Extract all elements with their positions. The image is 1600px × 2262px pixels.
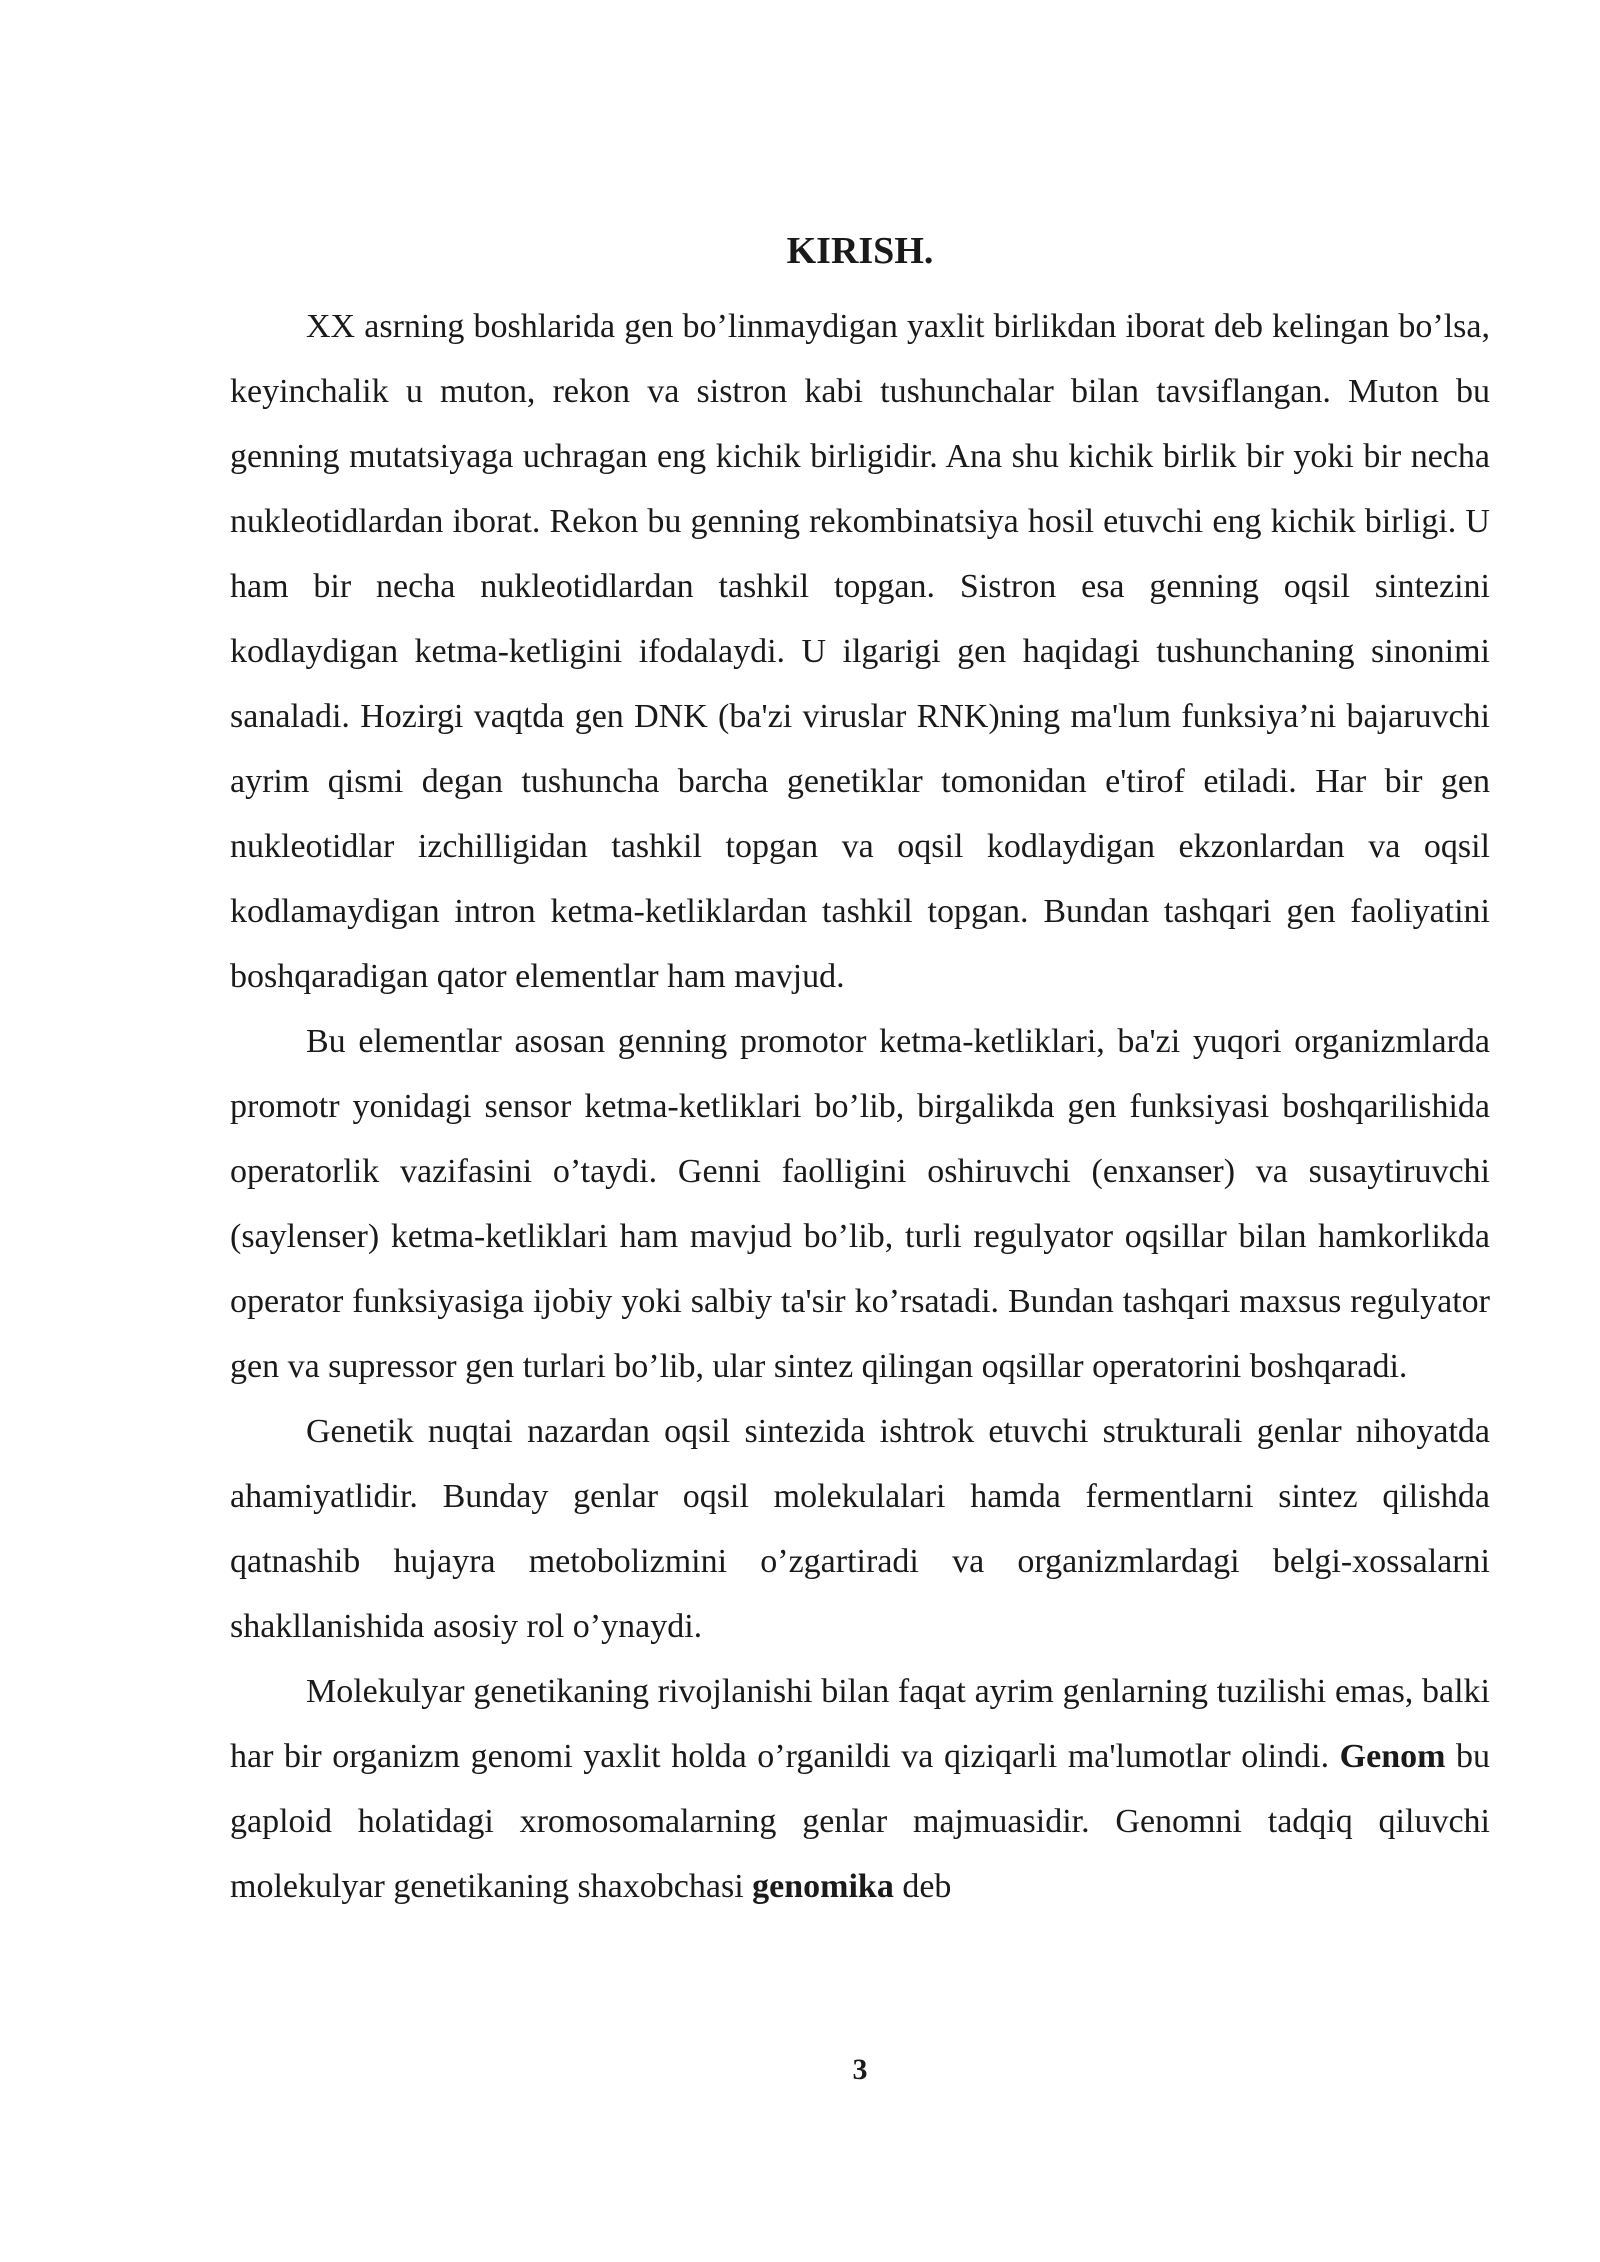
paragraph-2: Bu elementlar asosan genning promotor ketma-ketliklari, ba'zi yuqori organizmlarda promotr yonidagi sensor ketma-ketliklari bo’lib, birgalikda gen funksiyasi boshqarilishida operatorlik vazifasini o’taydi. Genni faolligini oshiruvchi (enxanser) va susaytiruvchi (saylenser) ketma-ketliklari ham mavjud bo’lib, turli regulyator oqsillar bilan hamkorlikda operator funksiyasiga ijobiy yoki salbiy ta'sir ko’rsatadi. Bundan tashqari maxsus regulyator gen va supressor gen turlari bo’lib, ular sintez qilingan oqsillar operatorini boshqaradi. (230, 1023, 1490, 1385)
section-heading: KIRISH. (786, 230, 934, 272)
paragraph-4-part-3: deb (893, 1868, 952, 1905)
paragraph-3: Genetik nuqtai nazardan oqsil sintezida ishtrok etuvchi strukturali genlar nihoyatda ahamiyatlidir. Bunday genlar oqsil molekulalari hamda fermentlarni sintez qilishda qatnashib hujayra metobolizmini o’zgartiradi va organizmlardagi belgi-xossalarni shakllanishida asosiy rol o’ynaydi. (230, 1413, 1490, 1645)
term-genom: Genom (1339, 1738, 1446, 1775)
term-genomika: genomika (752, 1868, 894, 1905)
paragraph-1: XX asrning boshlarida gen bo’linmaydigan yaxlit birlikdan iborat deb kelingan bo’lsa, keyinchalik u muton, rekon va sistron kabi tushunchalar bilan tavsiflangan. Muton bu genning mutatsiyaga uchragan eng kichik birligidir. Ana shu kichik birlik bir yoki bir necha nukleotidlardan iborat. Rekon bu genning rekombinatsiya hosil etuvchi eng kichik birligi. U ham bir necha nukleotidlardan tashkil topgan. Sistron esa genning oqsil sintezini kodlaydigan ketma-ketligini ifodalaydi. U ilgarigi gen haqidagi tushunchaning sinonimi sanaladi. Hozirgi vaqtda gen DNK (ba'zi viruslar RNK)ning ma'lum funksiya’ni bajaruvchi ayrim qismi degan tushuncha barcha genetiklar tomonidan e'tirof etiladi. Har bir gen nukleotidlar izchilligidan tashkil topgan va oqsil kodlaydigan ekzonlardan va oqsil kodlamaydigan intron ketma-ketliklardan tashkil topgan. Bundan tashqari gen faoliyatini boshqaradigan qator elementlar ham mavjud. (230, 308, 1490, 995)
paragraph-4-part-1: Molekulyar genetikaning rivojlanishi bilan faqat ayrim genlarning tuzilishi emas, balki har bir organizm genomi yaxlit holda o’rganildi va qiziqarli ma'lumotlar olindi. (230, 1673, 1490, 1775)
page-number: 3 (852, 2053, 868, 2086)
paragraph-4 (230, 1659, 1490, 1919)
body-text (230, 294, 1490, 1919)
paragraph-4-part-2: bu gaploid holatidagi xromosomalarning genlar majmuasidir. Genomni tadqiq qiluvchi molekulyar genetikaning shaxobchasi (230, 1738, 1490, 1905)
